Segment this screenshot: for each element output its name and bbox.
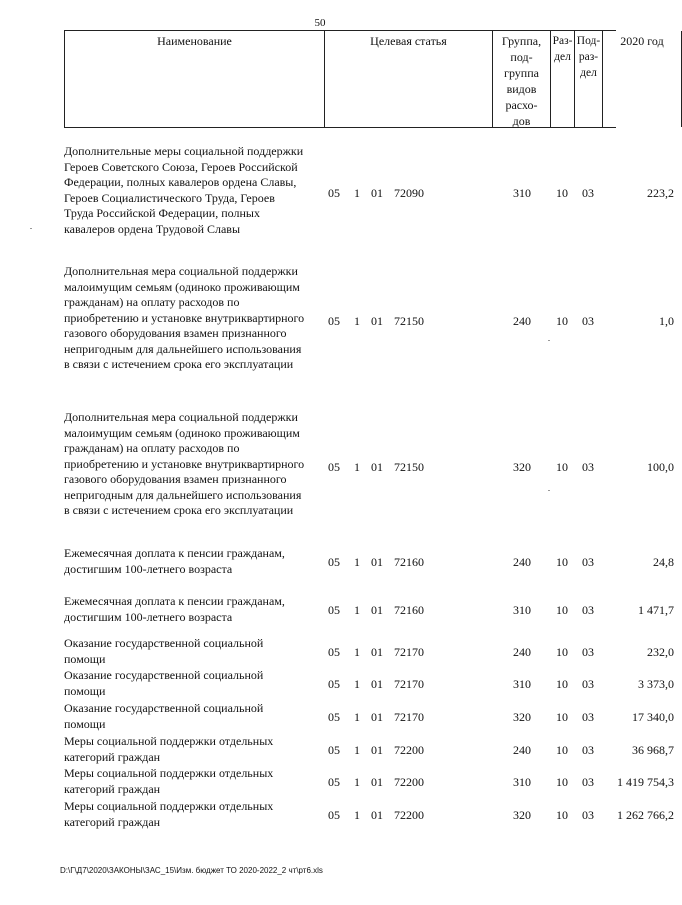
expense-group: 310 (513, 602, 531, 617)
code-part-3: 01 (371, 676, 383, 691)
code-part-4: 72150 (394, 459, 424, 474)
row-name-line: Дополнительная мера социальной поддержки (64, 410, 298, 424)
expense-group: 310 (513, 185, 531, 200)
row-name-line: малоимущим семьям (одиноко проживающим (64, 279, 300, 294)
subsection: 03 (582, 459, 594, 474)
row-name-line: помощи (64, 716, 106, 731)
section: 10 (556, 807, 568, 822)
scan-speck (548, 340, 550, 341)
subsection: 03 (582, 742, 594, 757)
row-name (64, 144, 326, 237)
code-part-2: 1 (354, 459, 360, 474)
row-name-line: Меры социальной поддержки отдельных (64, 766, 274, 780)
header-subsection-line: раз- (578, 51, 599, 63)
row-name-line: кавалеров ордена Трудовой Славы (64, 221, 241, 236)
subsection: 03 (582, 313, 594, 328)
subsection: 03 (582, 602, 594, 617)
subsection: 03 (582, 774, 594, 789)
amount-2020: 223,2 (647, 185, 674, 200)
header-target (324, 31, 492, 127)
code-part-3: 01 (371, 602, 383, 617)
row-name (64, 636, 326, 667)
row-name (64, 594, 326, 625)
code-part-4: 72200 (394, 742, 424, 757)
row-name-line: помощи (64, 683, 106, 698)
section: 10 (556, 676, 568, 691)
code-part-1: 05 (328, 185, 340, 200)
row-name-line: приобретению и установке внутриквартирного (64, 456, 305, 471)
row-name-line: достигшим 100-летнего возраста (64, 609, 233, 624)
row-name-line: непригодным для дальнейшего использования (64, 487, 302, 502)
code-part-4: 72200 (394, 774, 424, 789)
expense-group: 320 (513, 459, 531, 474)
row-name-line: Дополнительная мера социальной поддержки (64, 264, 298, 278)
row-name-line: категорий граждан (64, 781, 161, 796)
row-name-line: достигшим 100-летнего возраста (64, 561, 233, 576)
section: 10 (556, 185, 568, 200)
budget-table (64, 30, 674, 829)
header-subsection (574, 31, 602, 127)
file-path-footer: D:\Г\Д7\2020\ЗАКОНЫ\ЗАС_15\Изм. бюджет ТО 2020-2022_2 чт\рт6.xls (60, 866, 323, 875)
code-part-2: 1 (354, 774, 360, 789)
row-name-line: газового оборудования взамен признанного (64, 472, 287, 486)
header-group-line: группа (504, 66, 539, 80)
subsection: 03 (582, 709, 594, 724)
code-part-2: 1 (354, 602, 360, 617)
row-name-line: Оказание государственной социальной (64, 701, 264, 715)
header-group-line: под- (510, 50, 533, 64)
amount-2020: 36 968,7 (632, 742, 674, 757)
header-group-line: видов (506, 82, 537, 96)
code-part-2: 1 (354, 709, 360, 724)
row-name-line: Оказание государственной социальной (64, 668, 264, 682)
code-part-4: 72200 (394, 807, 424, 822)
row-name (64, 766, 326, 797)
row-name-line: Меры социальной поддержки отдельных (64, 799, 274, 813)
header-section-line: Раз- (552, 35, 573, 47)
row-name-line: Федерации, полных кавалеров ордена Славы, (64, 175, 297, 189)
row-name-line: Труда Российской Федерации, полных (64, 206, 260, 220)
subsection: 03 (582, 807, 594, 822)
code-part-1: 05 (328, 774, 340, 789)
code-part-3: 01 (371, 644, 383, 659)
header-target-label: Целевая статья (370, 34, 447, 48)
header-subsection-line: дел (580, 67, 597, 79)
subsection: 03 (582, 185, 594, 200)
section: 10 (556, 313, 568, 328)
section: 10 (556, 554, 568, 569)
code-part-4: 72170 (394, 644, 424, 659)
header-name-label: Наименование (157, 34, 232, 48)
expense-group: 320 (513, 807, 531, 822)
expense-group: 240 (513, 742, 531, 757)
code-part-3: 01 (371, 554, 383, 569)
row-name-line: газового оборудования взамен признанного (64, 326, 287, 340)
code-part-1: 05 (328, 554, 340, 569)
section: 10 (556, 742, 568, 757)
page-number: 50 (314, 17, 326, 29)
section: 10 (556, 709, 568, 724)
row-name (64, 546, 326, 577)
row-name-line: непригодным для дальнейшего использования (64, 341, 302, 356)
row-name (64, 668, 326, 699)
code-part-1: 05 (328, 709, 340, 724)
row-name-line: Меры социальной поддержки отдельных (64, 734, 274, 748)
section: 10 (556, 602, 568, 617)
row-name-line: малоимущим семьям (одиноко проживающим (64, 425, 300, 440)
section: 10 (556, 644, 568, 659)
code-part-4: 72160 (394, 554, 424, 569)
code-part-1: 05 (328, 602, 340, 617)
row-name-line: гражданам) на оплату расходов по (64, 295, 240, 309)
row-name-line: категорий граждан (64, 749, 161, 764)
header-year-label: 2020 год (620, 34, 664, 48)
code-part-3: 01 (371, 807, 383, 822)
expense-group: 240 (513, 313, 531, 328)
code-part-3: 01 (371, 313, 383, 328)
header-subsection-line: Под- (576, 35, 601, 47)
subsection: 03 (582, 676, 594, 691)
row-name-line: Героев Советского Союза, Героев Российской (64, 159, 298, 174)
code-part-3: 01 (371, 459, 383, 474)
code-part-4: 72160 (394, 602, 424, 617)
row-name (64, 701, 326, 732)
code-part-1: 05 (328, 742, 340, 757)
header-name (64, 31, 324, 127)
row-name-line: гражданам) на оплату расходов по (64, 441, 240, 455)
expense-group: 310 (513, 774, 531, 789)
code-part-2: 1 (354, 185, 360, 200)
amount-2020: 17 340,0 (632, 709, 674, 724)
scan-speck (30, 228, 32, 229)
header-section-line: дел (554, 51, 571, 63)
subsection: 03 (582, 644, 594, 659)
row-name (64, 264, 326, 373)
code-part-1: 05 (328, 644, 340, 659)
header-group-line: дов (512, 114, 531, 128)
code-part-2: 1 (354, 742, 360, 757)
header-group-line: Группа, (501, 34, 542, 48)
code-part-3: 01 (371, 709, 383, 724)
row-name (64, 734, 326, 765)
row-name-line: Оказание государственной социальной (64, 636, 264, 650)
amount-2020: 100,0 (647, 459, 674, 474)
header-year (602, 31, 682, 127)
code-part-3: 01 (371, 185, 383, 200)
expense-group: 240 (513, 644, 531, 659)
header-group (492, 31, 550, 127)
header-section (550, 31, 574, 127)
code-part-2: 1 (354, 807, 360, 822)
code-part-4: 72170 (394, 709, 424, 724)
row-name-line: Героев Социалистического Труда, Героев (64, 190, 275, 205)
scan-speck (548, 490, 550, 491)
code-part-1: 05 (328, 313, 340, 328)
code-part-2: 1 (354, 644, 360, 659)
row-name (64, 799, 326, 830)
section: 10 (556, 459, 568, 474)
row-name (64, 410, 326, 519)
expense-group: 240 (513, 554, 531, 569)
row-name-line: помощи (64, 651, 106, 666)
code-part-1: 05 (328, 459, 340, 474)
row-name-line: Ежемесячная доплата к пенсии гражданам, (64, 594, 285, 608)
amount-2020: 232,0 (647, 644, 674, 659)
amount-2020: 1 262 766,2 (617, 807, 674, 822)
row-name-line: Дополнительные меры социальной поддержки (64, 144, 304, 158)
amount-2020: 24,8 (653, 554, 674, 569)
code-part-4: 72090 (394, 185, 424, 200)
code-part-4: 72150 (394, 313, 424, 328)
amount-2020: 1 419 754,3 (617, 774, 674, 789)
subsection: 03 (582, 554, 594, 569)
row-name-line: приобретению и установке внутриквартирного (64, 310, 305, 325)
code-part-4: 72170 (394, 676, 424, 691)
row-name-line: категорий граждан (64, 814, 161, 829)
amount-2020: 1,0 (659, 313, 674, 328)
expense-group: 320 (513, 709, 531, 724)
code-part-2: 1 (354, 313, 360, 328)
amount-2020: 1 471,7 (638, 602, 674, 617)
code-part-3: 01 (371, 774, 383, 789)
expense-group: 310 (513, 676, 531, 691)
code-part-2: 1 (354, 676, 360, 691)
row-name-line: в связи с истечением срока его эксплуатации (64, 503, 294, 517)
header-group-line: расхо- (505, 98, 538, 112)
code-part-2: 1 (354, 554, 360, 569)
table-header (64, 30, 664, 128)
amount-2020: 3 373,0 (638, 676, 674, 691)
code-part-1: 05 (328, 807, 340, 822)
code-part-1: 05 (328, 676, 340, 691)
section: 10 (556, 774, 568, 789)
code-part-3: 01 (371, 742, 383, 757)
row-name-line: в связи с истечением срока его эксплуатации (64, 357, 294, 371)
row-name-line: Ежемесячная доплата к пенсии гражданам, (64, 546, 285, 560)
